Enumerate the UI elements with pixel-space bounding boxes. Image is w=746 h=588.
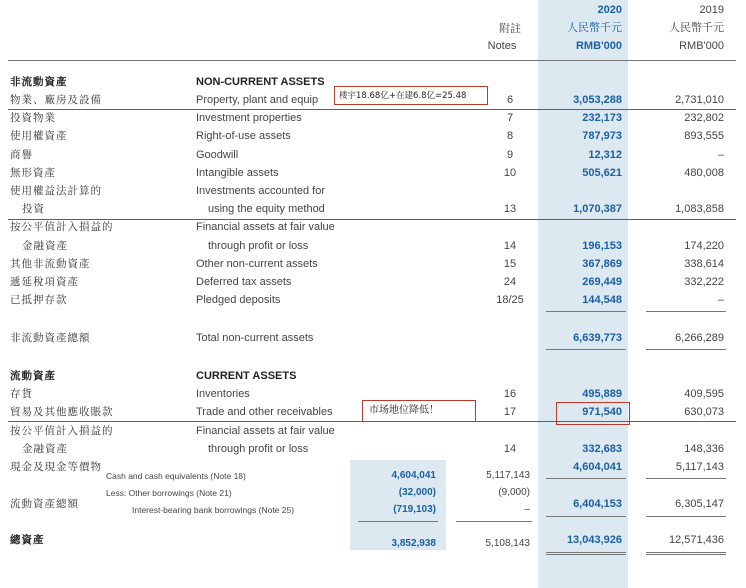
eq-label-zh-2: 投資 [22,203,45,215]
cash-recon-value-1a: 4,604,041 [391,470,436,481]
cash-recon-label-1: Cash and cash equivalents (Note 18) [106,471,246,481]
header-notes-zh: 附註 [499,23,521,35]
cash-recon-rule-b [456,521,532,522]
header-2020-year: 2020 [597,4,622,16]
total-nca-rule-2020 [546,349,626,350]
header-2020-currency: 人民幣千元 [567,22,622,34]
ppe-label-en: Property, plant and equip [196,94,319,106]
tnca-label-zh: 非流動資產總額 [10,332,91,344]
header-2019-currency: 人民幣千元 [669,22,724,34]
ppe-annotation-box [334,86,488,105]
rou-note: 8 [506,130,514,142]
inv-note: 16 [503,388,517,400]
ia-2019: 480,008 [684,167,724,179]
tnca-label-en: Total non-current assets [196,332,314,344]
onc-label-en: Other non-current assets [196,258,318,270]
fv2-note: 14 [503,443,517,455]
ip-label-zh: 投資物業 [10,112,56,124]
tca-2020: 6,404,153 [573,498,622,510]
ip-2020: 232,173 [582,112,622,124]
subtotal-ca-rule-2020 [546,478,626,479]
fv2-label-zh-2: 金融資產 [22,443,68,455]
total-ca-rule-2019 [646,516,726,517]
cash-2020: 4,604,041 [573,461,622,473]
inv-2020: 495,889 [582,388,622,400]
pd-2019: – [717,294,724,306]
ppe-2020: 3,053,288 [573,94,622,106]
tr-2020: 971,540 [582,406,622,418]
fv2-label-en-2: through profit or loss [208,443,309,455]
ia-note: 10 [503,167,517,179]
tr-2019: 630,073 [684,406,724,418]
total-assets-rule-2020-b [546,554,626,555]
ppe-annotation-text: 楼宇18.68亿+在建6.8亿=25.48 [339,91,467,101]
cash-label-zh: 現金及現金等價物 [10,461,102,473]
fv-label-zh-1: 按公平值計入損益的 [10,221,114,233]
eq-label-zh-1: 使用權益法計算的 [10,185,102,197]
cash-recon-rule-a [358,521,438,522]
pd-note: 18/25 [496,294,524,306]
fv-label-en-2: through profit or loss [208,240,309,252]
subtotal-rule-2020 [546,311,626,312]
fv-2019: 174,220 [684,240,724,252]
header-2019-unit: RMB'000 [679,40,724,52]
subtotal-ca-rule-2019 [646,478,726,479]
eq-note: 13 [503,203,517,215]
fv-note: 14 [503,240,517,252]
dt-2019: 332,222 [684,276,724,288]
ip-2019: 232,802 [684,112,724,124]
gw-note: 9 [506,149,514,161]
ppe-note: 6 [506,94,514,106]
inv-label-zh: 存貨 [10,388,33,400]
gw-label-en: Goodwill [196,149,239,161]
total-assets-rule-2020-a [546,552,626,553]
ip-label-en: Investment properties [196,112,302,124]
tr-annotation-text: 市场地位降低！ [369,405,439,416]
tr-label-zh: 貿易及其他應收賬款 [10,406,114,418]
tr-value-highlight-box [556,402,630,425]
fv2-label-en-1: Financial assets at fair value [196,425,335,437]
ca-heading-zh: 流動資產 [10,370,56,382]
eq-label-en-1: Investments accounted for [196,185,326,197]
inv-label-en: Inventories [196,388,250,400]
pd-label-zh: 已抵押存款 [10,294,68,306]
header-2019-year: 2019 [699,4,724,16]
rou-2019: 893,555 [684,130,724,142]
fv2-2019: 148,336 [684,443,724,455]
fv-2020: 196,153 [582,240,622,252]
eq-2019: 1,083,858 [675,203,724,215]
cash-recon-value-2b: (9,000) [498,487,530,498]
ia-2020: 505,621 [582,167,622,179]
eq-underline-annotation [8,219,736,220]
dt-note: 24 [503,276,517,288]
cash-recon-label-3: Interest-bearing bank borrowings (Note 25) [132,505,295,515]
total-assets-rule-2019-b [646,554,726,555]
tr-note: 17 [503,406,517,418]
header-2020-unit: RMB'000 [575,40,622,52]
cash-recon-value-3a: (719,103) [393,504,436,515]
ia-label-zh: 無形資產 [10,167,56,179]
rou-label-en: Right-of-use assets [196,130,291,142]
total-nca-rule-2019 [646,349,726,350]
dt-2020: 269,449 [582,276,622,288]
ppe-2019: 2,731,010 [675,94,724,106]
tca-label-zh: 流動資產總額 [10,498,79,510]
fv2-label-zh-1: 按公平值計入損益的 [10,425,114,437]
onc-note: 15 [503,258,517,270]
dt-label-zh: 遞延稅項資產 [10,276,79,288]
total-ca-rule-2020 [546,516,626,517]
header-notes-en: Notes [487,40,517,52]
dt-label-en: Deferred tax assets [196,276,292,288]
ip-note: 7 [506,112,514,124]
tnca-2019: 6,266,289 [675,332,724,344]
onc-2019: 338,614 [684,258,724,270]
gw-2020: 12,312 [588,149,622,161]
eq-2020: 1,070,387 [573,203,622,215]
pd-2020: 144,548 [582,294,622,306]
tr-annotation-box [362,400,476,422]
subtotal-rule-2019 [646,311,726,312]
nca-heading-en: NON-CURRENT ASSETS [196,76,325,88]
ta-label-zh: 總資產 [10,534,45,546]
ta-2020: 13,043,926 [566,534,622,546]
rou-2020: 787,973 [582,130,622,142]
total-assets-rule-2019-a [646,552,726,553]
cash-recon-net-b: 5,108,143 [485,538,530,549]
fv-label-zh-2: 金融資產 [22,240,68,252]
eq-label-en-2: using the equity method [208,203,325,215]
onc-label-zh: 其他非流動資產 [10,258,91,270]
ca-heading-en: CURRENT ASSETS [196,370,297,382]
gw-label-zh: 商譽 [10,149,33,161]
ia-label-en: Intangible assets [196,167,279,179]
fv2-2020: 332,683 [582,443,622,455]
inv-2019: 409,595 [684,388,724,400]
nca-heading-zh: 非流動資產 [10,76,68,88]
cash-recon-net-a: 3,852,938 [391,538,436,549]
ta-2019: 12,571,436 [668,534,724,546]
cash-recon-value-1b: 5,117,143 [486,470,530,481]
ppe-label-zh: 物業、廠房及設備 [10,94,102,106]
tnca-2020: 6,639,773 [573,332,622,344]
cash-2019: 5,117,143 [675,461,724,473]
tca-2019: 6,305,147 [675,498,724,510]
gw-2019: – [717,149,724,161]
tr-label-en: Trade and other receivables [196,406,333,418]
cash-recon-value-3b: – [524,504,530,515]
cash-recon-value-2a: (32,000) [398,487,436,498]
ppe-underline-annotation [8,109,736,110]
fv-label-en-1: Financial assets at fair value [196,221,335,233]
rou-label-zh: 使用權資產 [10,130,68,142]
pd-label-en: Pledged deposits [196,294,281,306]
header-rule [8,60,736,61]
onc-2020: 367,869 [582,258,622,270]
cash-recon-label-2: Less: Other borrowings (Note 21) [106,488,232,498]
